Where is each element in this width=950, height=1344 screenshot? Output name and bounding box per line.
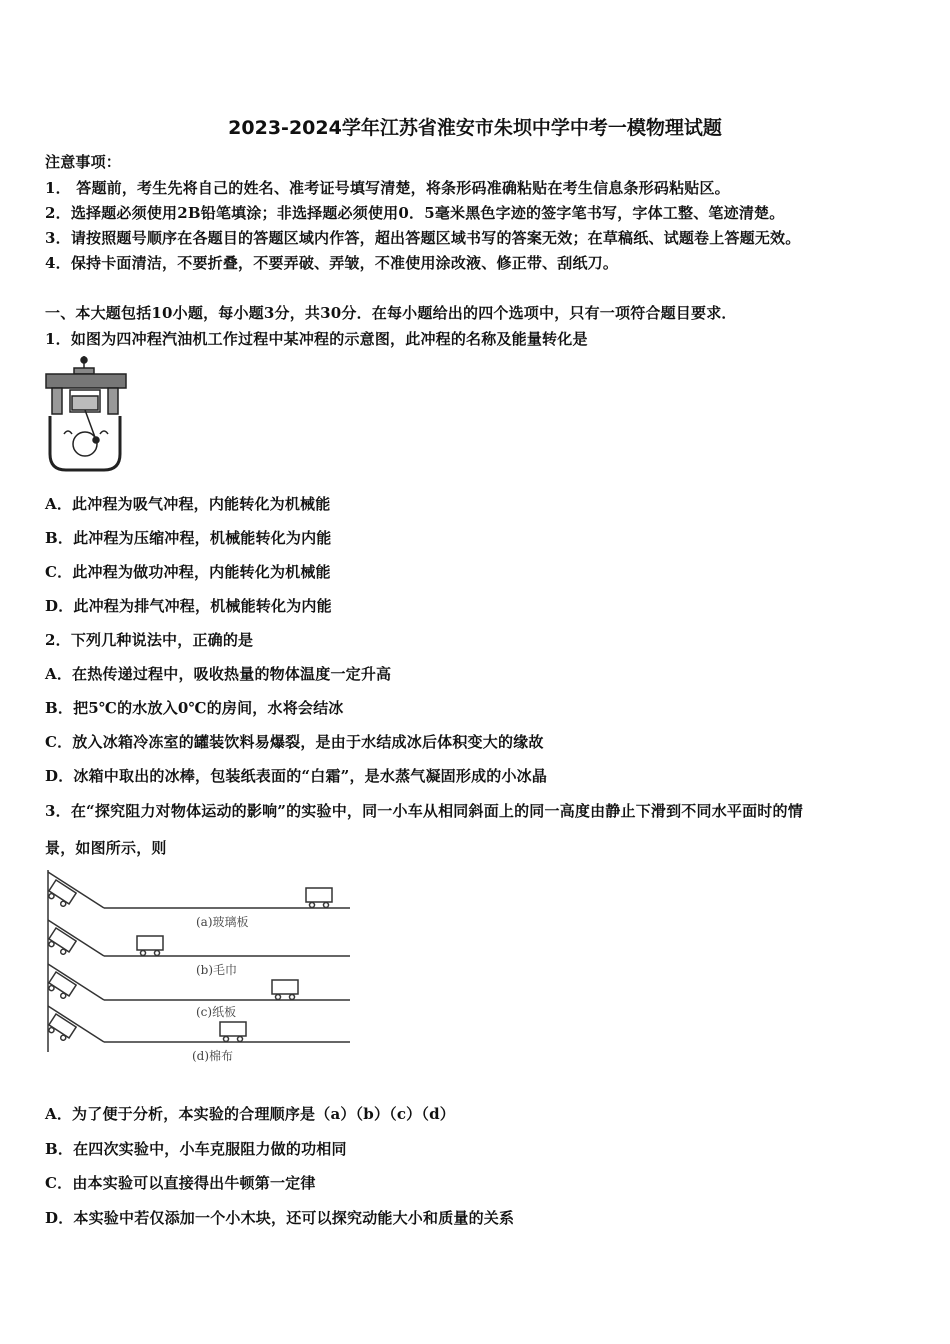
q3-option-b: B．在四次实验中，小车克服阻力做的功相同 <box>45 1140 347 1158</box>
q1-option-d: D．此冲程为排气冲程，机械能转化为内能 <box>45 597 332 615</box>
q1-option-c: C．此冲程为做功冲程，内能转化为机械能 <box>45 563 331 581</box>
q2-option-d: D．冰箱中取出的冰棒，包装纸表面的“白霜”，是水蒸气凝固形成的小冰晶 <box>45 767 548 785</box>
notice-heading: 注意事项： <box>45 153 122 171</box>
q3-option-a: A．为了便于分析，本实验的合理顺序是（a）（b）（c）（d） <box>45 1105 455 1123</box>
q2-stem: 2．下列几种说法中，正确的是 <box>45 631 254 649</box>
page-title: 2023-2024学年江苏省淮安市朱坝中学中考一模物理试题 <box>228 117 722 139</box>
section-heading: 一、本大题包括10小题，每小题3分，共30分．在每小题给出的四个选项中，只有一项符合题目要求． <box>45 304 737 322</box>
q1-stem: 1．如图为四冲程汽油机工作过程中某冲程的示意图，此冲程的名称及能量转化是 <box>45 330 588 348</box>
engine-diagram <box>44 354 130 474</box>
q1-option-b: B．此冲程为压缩冲程，机械能转化为内能 <box>45 529 332 547</box>
q2-option-c: C．放入冰箱冷冻室的罐装饮料易爆裂，是由于水结成冰后体积变大的缘故 <box>45 733 544 751</box>
q2-option-a: A．在热传递过程中，吸收热量的物体温度一定升高 <box>45 665 392 683</box>
figure-label-b: (b)毛巾 <box>196 963 238 977</box>
notice-item-4: 4．保持卡面清洁，不要折叠，不要弄破、弄皱，不准使用涂改液、修正带、刮纸刀。 <box>45 254 619 272</box>
figure-label-a: (a)玻璃板 <box>196 915 249 929</box>
q2-option-b: B．把5℃的水放入0℃的房间，水将会结冰 <box>45 699 344 717</box>
q3-option-d: D．本实验中若仅添加一个小木块，还可以探究动能大小和质量的关系 <box>45 1209 515 1227</box>
notice-item-2: 2．选择题必须使用2B铅笔填涂；非选择题必须使用0．5毫米黑色字迹的签字笔书写，字体工整、笔迹清楚。 <box>45 204 785 222</box>
notice-item-3: 3．请按照题号顺序在各题目的答题区域内作答，超出答题区域书写的答案无效；在草稿纸、试题卷上答题无效。 <box>45 229 801 247</box>
notice-item-1: 1． 答题前，考生先将自己的姓名、准考证号填写清楚，将条形码准确粘贴在考生信息条形码粘贴区。 <box>45 179 730 197</box>
q3-option-c: C．由本实验可以直接得出牛顿第一定律 <box>45 1174 316 1192</box>
q1-option-a: A．此冲程为吸气冲程，内能转化为机械能 <box>45 495 331 513</box>
q3-stem-line1: 3．在“探究阻力对物体运动的影响”的实验中，同一小车从相同斜面上的同一高度由静止下滑到不同水平面时的情 <box>45 802 803 820</box>
q3-stem-line2: 景，如图所示，则 <box>45 839 167 857</box>
figure-label-d: (d)棉布 <box>192 1049 234 1063</box>
cart-ramp-diagram <box>44 868 356 1068</box>
figure-label-c: (c)纸板 <box>196 1005 237 1019</box>
